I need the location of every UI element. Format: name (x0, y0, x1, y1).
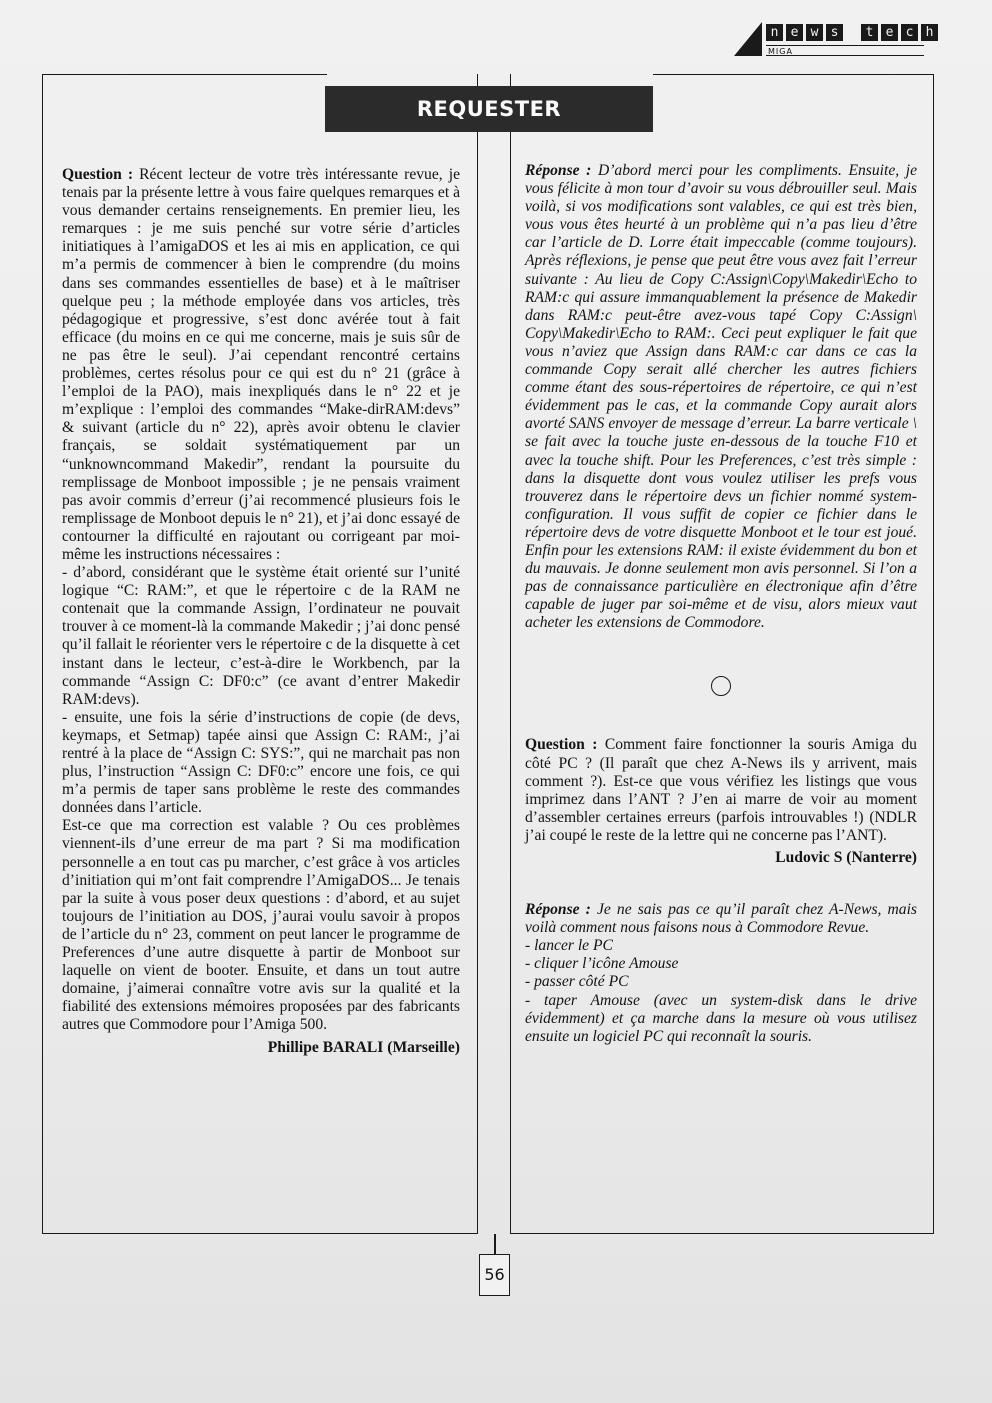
left-column (62, 166, 460, 1057)
answer2-paragraph (525, 901, 917, 937)
answer2-label: Réponse : (525, 901, 591, 919)
logo-a-mark-icon (734, 22, 762, 56)
page-number: 56 (479, 1254, 510, 1296)
question2-text: Comment faire fonctionner la souris Amiga du côté PC ? (Il paraît que chez A-News ils y arrivent, mais comment ?). Est-ce que vous vérifiez les listings que vous imprimez dans l’ANT ? J’en ai marre de voir au moment d’assembler certaines erreurs (parfois introuvables !) (NDLR j’ai coupé le reste de la lettre qui ne concerne pas l’ANT). (525, 736, 917, 844)
question2-paragraph (525, 736, 917, 845)
question-text: Récent lecteur de votre très intéressante revue, je tenais par la présente lettre à vous faire quelques remarques et à vous demander certains renseignements. En premier lieu, les remarques : je me suis penché sur votre série d’articles initiatiques à l’amigaDOS et les ai mis en application, ce qui m’a permis de commencer à bien le comprendre (du moins dans ses commandes essentielles de base) et à le maîtriser quelque peu ; la méthode employée dans vos articles, très pédagogique et progressive, s’est donc avérée tout à fait efficace (du moins en ce qui me concerne, mais je suis sûr de ne pas être le seul). J’ai cependant rencontré certains problèmes, certes résolus pour ce qui est du n° 21 (grâce à l’emploi de la PAO), mais inexpliqués dans le n° 22 et je m’explique : l’emploi des commandes “Make-dirRAM:devs” & suivant (article du n° 22), après avoir obtenu le clavier français, se soldait systématiquement par un “unknowncommand Makedir”, rendant la poursuite du remplissage de Monboot impossible ; je ne pensais vraiment pas avoir commis d’erreur (j’ai recommencé plusieurs fois le remplissage de Monboot depuis le n° 21), et j’ai donc essayé de contourner la difficulté en rajoutant ou corrigeant par moi-même les instructions nécessaires : (62, 166, 460, 563)
section-title: REQUESTER (325, 86, 653, 132)
answer2-step: - lancer le PC (525, 937, 613, 955)
signature2: Ludovic S (Nanterre) (775, 849, 917, 866)
right-column (525, 162, 917, 1046)
answer2-text: Je ne sais pas ce qu’il paraît chez A-News, mais voilà comment nous faisons nous à Commodore Revue. (525, 901, 917, 937)
answer2-step: - passer côté PC (525, 973, 629, 991)
answer-paragraph (525, 162, 917, 632)
separator-circle-icon (711, 676, 731, 696)
answer2-step: - cliquer l’icône Amouse (525, 955, 679, 973)
page-number-stem (494, 1234, 496, 1254)
logo-subtitle: MIGA (766, 45, 924, 56)
question2-label: Question : (525, 736, 598, 754)
question-paragraph: Est-ce que ma correction est valable ? Ou ces problèmes viennent-ils d’une erreur de ma part ? Si ma modification personnelle a en tout cas pu marcher, c’est grâce à vos articles d’initiation qui m’ont fait comprendre l’AmigaDOS... Je tenais par la suite à vous poser deux questions : d’abord, et au sujet toujours de l’initiation au DOS, j’aurai voulu savoir à propos de l’article du n° 23, comment on peut lancer le programme de Preferences d’une autre disquette à partir de Monboot sur laquelle on vient de booter. Ensuite, et dans un tout autre domaine, j’aimerai connaître votre avis sur la qualité et la fiabilité des extensions mémoires proposées par des fabricants autres que Commodore pour l’Amiga 500. (62, 817, 460, 1034)
question-paragraph: - d’abord, considérant que le système était orienté sur l’unité logique “C: RAM:”, et que le répertoire c de la RAM ne contenait que la commande Assign, l’ordinateur ne pouvait trouver à ce moment-là la commande Makedir ; j’ai donc pensé qu’il fallait le réorienter vers le répertoire c de la disquette à cet instant dans le lecteur, c’est-à-dire le Workbench, par la commande “Assign C: DF0:c” (ce avant d’entrer Makedir RAM:devs). (62, 564, 460, 708)
question-label: Question : (62, 166, 134, 183)
question-paragraph: - ensuite, une fois la série d’instructions de copie (de devs, keymaps, et Setmap) tapée ainsi que Assign C: RAM:, j’ai rentré à la place de “Assign C: SYS:”, qui ne marchait pas non plus, l’instruction “Assign C: DF0:c” encore une fois, ce qui m’a permis de taper sans problème le reste des commandes données dans l’article. (62, 708, 460, 817)
signature: Phillipe BARALI (Marseille) (267, 1038, 460, 1056)
answer-label: Réponse : (525, 162, 592, 179)
logo-letters: n e w s t e c h (766, 24, 938, 41)
answer2-step: - taper Amouse (avec un system-disk dans le drive évidemment) et ça marche dans la mesure où vous utilisez ensuite un logiciel PC qui reconnaît la souris. (525, 991, 917, 1045)
question-paragraph (62, 166, 460, 564)
answer-text: D’abord merci pour les compliments. Ensuite, je vous félicite à mon tour d’avoir su vous débrouiller seul. Mais voilà, si vos modifications sont valables, ce qui est très bien, vous vous êtes heurté à un problème qui n’a pas lieu d’être car l’article de D. Lorre était impeccable (comme toujours). Après réflexions, je pense que peut être vous avez fait l’erreur suivante : Au lieu de Copy C:Assign\Copy\Makedir\Echo to RAM:c qui assure immanquablement la présence de Makedir dans RAM:c peut-être avez-vous tapé Copy C:Assign\ Copy\Makedir\Echo to RAM:. Ceci peut expliquer le fait que vous n’aviez que Assign dans RAM:c car dans ce cas la commande Copy serait allé chercher les autres fichiers comme étant des sous-répertoires de répertoire, ce qui n’est évidemment pas le cas, et la commande Copy aurait alors avorté SANS envoyer de message d’erreur. La barre verticale \ se fait avec la touche juste en-dessous de la touche F10 et avec la touche shift. Pour les Preferences, c’est très simple : dans la disquette dont vous voulez utiliser les prefs vous trouverez dans le répertoire devs un fichier nommé system-configuration. Il vous suffit de copier ce fichier dans le répertoire devs de votre disquette Monboot et le tour est joué. Enfin pour les extensions RAM: il existe évidemment du bon et du mauvais. Je donne seulement mon avis personnel. Si l’on a pas de connaissance particulière en électronique afin d’être capable de juger par soi-même et de visu, alors mieux vaut acheter les extensions de Commodore. (525, 162, 918, 632)
magazine-logo (734, 22, 934, 56)
